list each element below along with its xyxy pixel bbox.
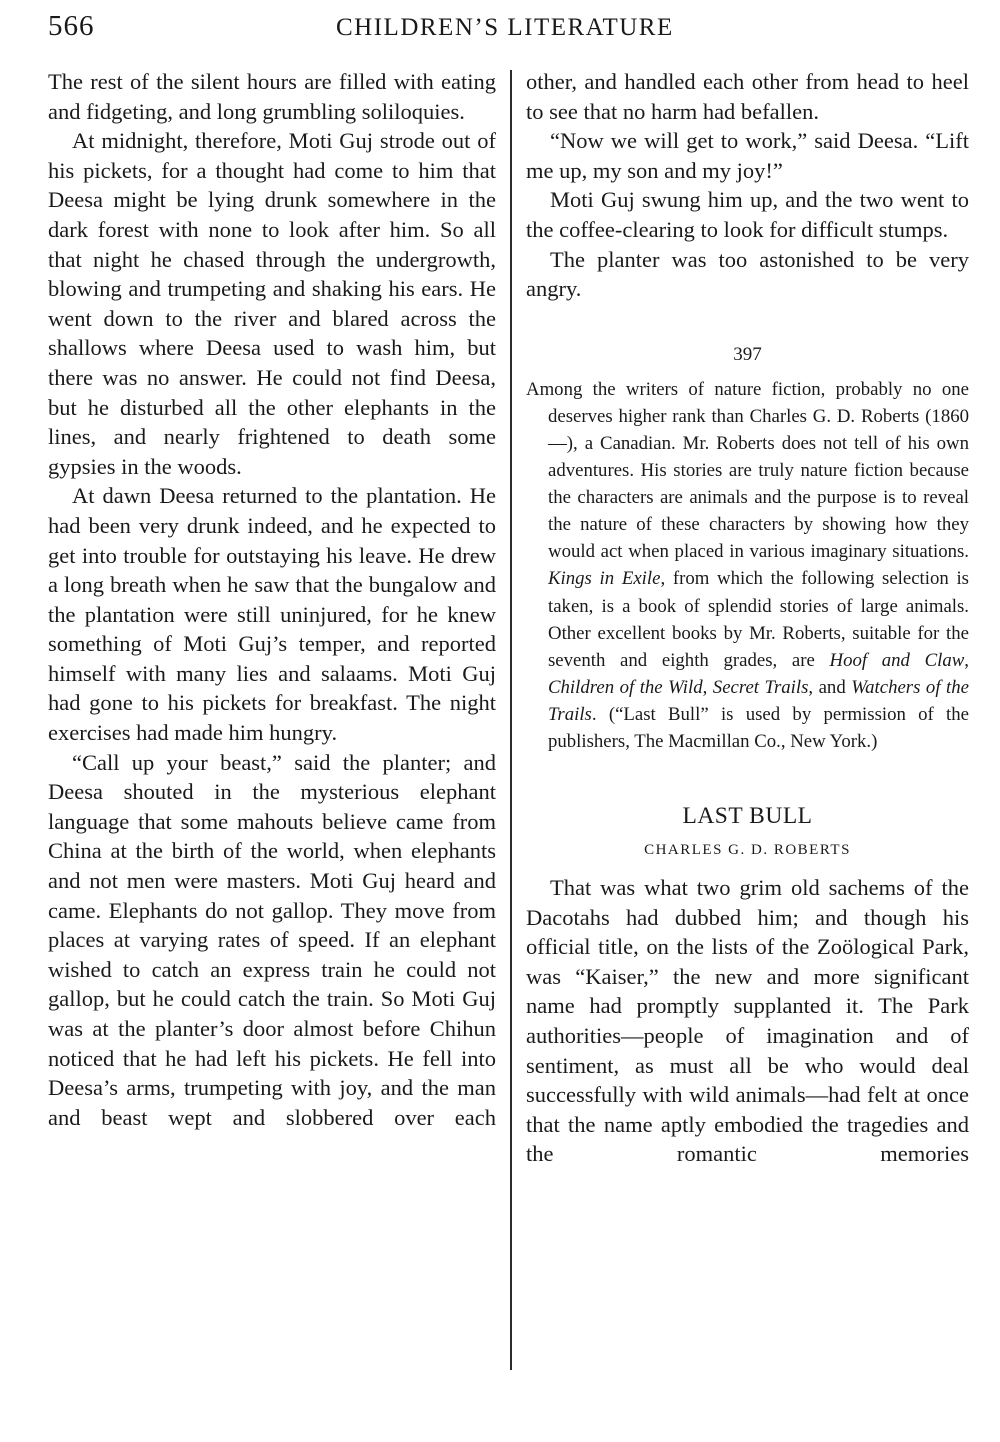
column-divider	[510, 70, 512, 1370]
section-number: 397	[733, 343, 762, 365]
paragraph: At midnight, therefore, Moti Guj strode out of his pickets, for a thought had come to him that Deesa might be lying drunk somewhere in the dark forest with none to look after him. So all that night he chased through the undergrowth, blowing and trumpeting and shaking his ears. He went down to the river and blared across the shallows where Deesa used to wash him, but there was no answer. He could not find Deesa, but he disturbed all the other elephants in the lines, and nearly frightened to death some gypsies in the woods.	[48, 128, 496, 479]
page-number: 566	[48, 10, 95, 42]
book-title: Children of the Wild	[548, 676, 703, 698]
story-author: CHARLES G. D. ROBERTS	[644, 842, 851, 859]
page-header	[48, 10, 953, 46]
book-title: Watchers of the Trails	[548, 676, 969, 725]
book-title: Hoof and Claw	[829, 649, 965, 671]
book-title: Secret Trails	[712, 676, 809, 698]
intro-text: , from which the following selection is taken, is a book of splendid stories of large animals. Other excellent books by Mr. Roberts, suitable for the seventh and eighth grades, are	[548, 568, 969, 671]
intro-text: , and	[808, 676, 852, 698]
paragraph: The rest of the silent hours are filled with eating and fidgeting, and long grumbling soliloquies.	[48, 69, 496, 124]
intro-text: . (“Last Bull” is used by permission of the publishers, The Macmillan Co., New York.)	[548, 703, 969, 752]
paragraph: That was what two grim old sachems of the Dacotahs had dubbed him; and though his official title, on the lists of the Zoölogical Park, was “Kaiser,” the new and more significant name had promptly supplanted it. The Park authorities—people of imagination and of sentiment, as must all be who would deal successfully with wild animals—had felt at once that the name aptly embodied the tragedies and the romantic memories	[526, 875, 969, 1167]
left-column	[48, 67, 496, 1132]
paragraph: other, and handled each other from head to heel to see that no harm had befallen.	[526, 69, 969, 124]
story-title: LAST BULL	[682, 803, 813, 830]
running-title: CHILDREN’S LITERATURE	[336, 14, 674, 41]
paragraph: “Now we will get to work,” said Deesa. “Lift me up, my son and my joy!”	[526, 128, 969, 183]
paragraph: Moti Guj swung him up, and the two went to the coffee-clearing to look for difficult stumps.	[526, 187, 969, 242]
intro-text: ,	[702, 676, 713, 698]
right-column	[526, 67, 969, 1169]
book-title: Kings in Exile	[548, 568, 661, 590]
intro-note	[526, 376, 969, 755]
paragraph: The planter was too astonished to be very angry.	[526, 246, 969, 302]
paragraph: “Call up your beast,” said the planter; and Deesa shouted in the mysterious elephant language that some mahouts believe came from China at the birth of the world, when elephants and not men were masters. Moti Guj heard and came. Elephants do not gallop. They move from places at varying rates of speed. If an elephant wished to catch an express train he could not gallop, but he could catch the train. So Moti Guj was at the planter’s door almost before Chihun noticed that he had left his pickets. He fell into Deesa’s arms, trumpeting with joy, and the man and beast wept and slobbered over each	[48, 749, 496, 1130]
paragraph: At dawn Deesa returned to the plantation. He had been very drunk indeed, and he expected to get into trouble for outstaying his leave. He drew a long breath when he saw that the bungalow and the plantation were still uninjured, for he knew something of Moti Guj’s temper, and reported himself with many lies and salaams. Moti Guj had gone to his pickets for breakfast. The night exercises had made him hungry.	[48, 483, 496, 746]
intro-text: Among the writers of nature fiction, probably no one deserves higher rank than Charles G. D. Roberts (1860—), a Canadian. Mr. Roberts does not tell of his own adventures. His stories are truly nature fiction because the characters are animals and the purpose is to reveal the nature of these characters by showing how they would act when placed in various imaginary situations.	[526, 378, 969, 563]
intro-text: ,	[964, 649, 969, 671]
